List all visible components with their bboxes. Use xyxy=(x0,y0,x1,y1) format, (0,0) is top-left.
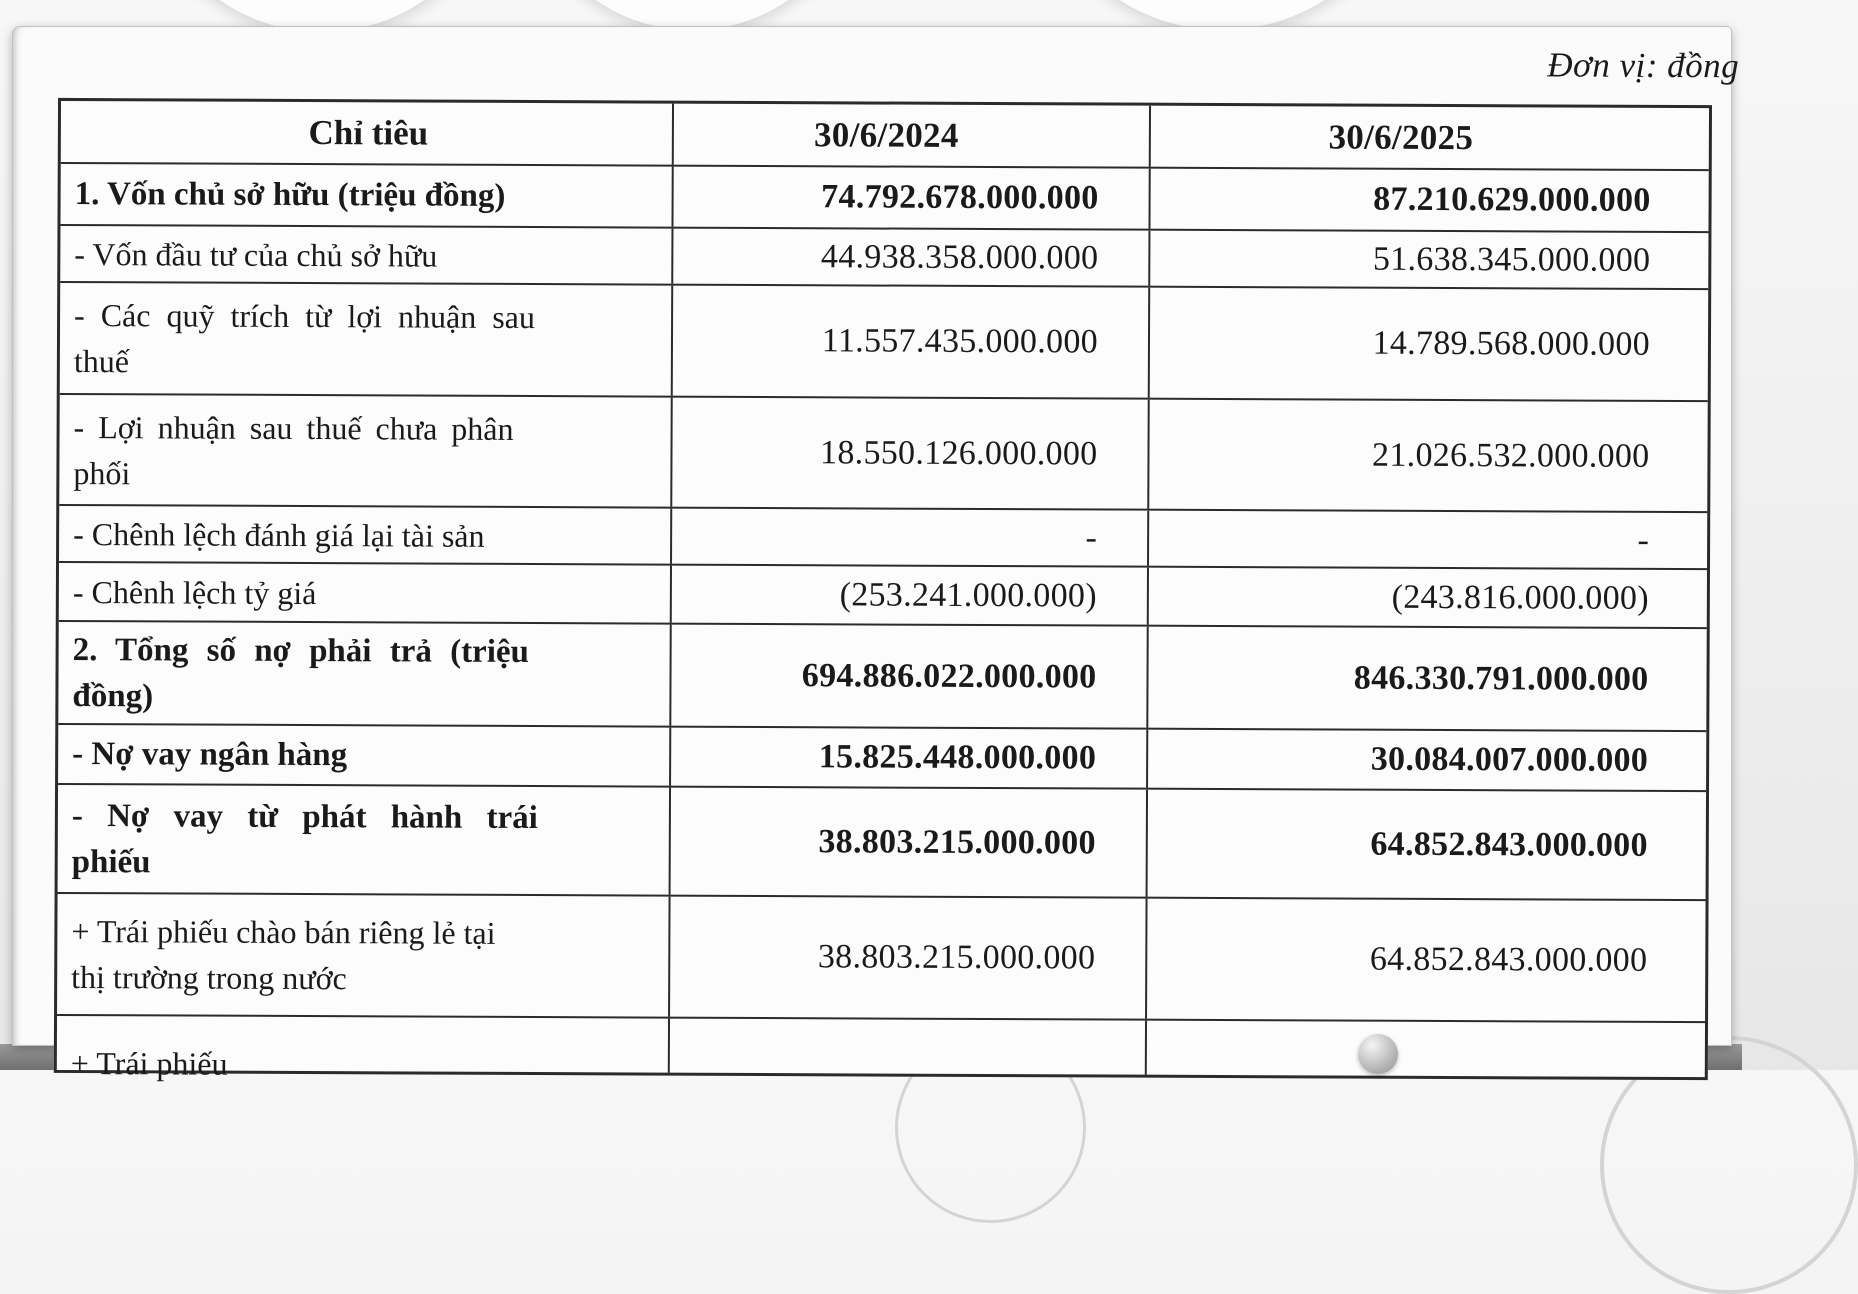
table-row xyxy=(59,393,1707,511)
table-row xyxy=(59,504,1707,568)
value-2024: 11.557.435.000.000 xyxy=(671,286,1148,398)
table-row xyxy=(57,892,1706,1021)
value-2025: 30.084.007.000.000 xyxy=(1146,730,1706,790)
unit-label: Đơn vị: đồng xyxy=(1547,45,1740,86)
value-2025 xyxy=(1145,1021,1705,1077)
table-header-row xyxy=(61,101,1709,169)
scanned-page xyxy=(12,26,1740,1082)
col-header-chi-tieu: Chỉ tiêu xyxy=(308,112,429,153)
col-header-30-6-2024: 30/6/2024 xyxy=(672,104,1149,167)
value-2025: (243.816.000.000) xyxy=(1147,568,1707,627)
row-label: 2. Tổng số nợ phải trả (triệu đồng) xyxy=(72,631,530,714)
row-label: - Các quỹ trích từ lợi nhuận sau thuế xyxy=(73,297,536,380)
table-row xyxy=(59,561,1707,627)
value-2024: 74.792.678.000.000 xyxy=(671,167,1148,229)
row-label: - Lợi nhuận sau thuế chưa phân phối xyxy=(73,408,514,491)
value-2025: 51.638.345.000.000 xyxy=(1148,231,1708,288)
table-row xyxy=(58,723,1706,790)
value-2025: 846.330.791.000.000 xyxy=(1146,627,1706,730)
value-2025: 21.026.532.000.000 xyxy=(1147,400,1707,511)
row-label: - Chênh lệch tỷ giá xyxy=(72,573,317,611)
scan-content xyxy=(9,27,1740,1082)
row-label: - Chênh lệch đánh giá lại tài sản xyxy=(73,515,485,554)
row-label: + Trái phiếu xyxy=(70,1044,228,1082)
value-2024: 38.803.215.000.000 xyxy=(669,788,1146,897)
value-2025: 87.210.629.000.000 xyxy=(1148,169,1708,231)
row-label: - Nợ vay ngân hàng xyxy=(72,736,348,774)
value-2024: - xyxy=(670,509,1147,566)
value-2025: 64.852.843.000.000 xyxy=(1146,790,1706,899)
value-2025: 14.789.568.000.000 xyxy=(1148,288,1708,400)
table-row xyxy=(58,783,1706,899)
row-label: - Nợ vay từ phát hành trái phiếu xyxy=(71,797,538,880)
value-2024: 18.550.126.000.000 xyxy=(670,398,1147,509)
value-2024: (253.241.000.000) xyxy=(670,566,1147,625)
decorative-sphere xyxy=(1358,1034,1398,1074)
value-2024 xyxy=(668,1019,1145,1075)
table-row xyxy=(60,162,1708,231)
row-label: 1. Vốn chủ sở hữu (triệu đồng) xyxy=(74,176,506,214)
financial-table xyxy=(54,98,1712,1080)
value-2025: - xyxy=(1147,511,1707,568)
table-row xyxy=(60,281,1708,400)
value-2024: 694.886.022.000.000 xyxy=(669,625,1146,728)
table-row xyxy=(58,620,1706,730)
row-label: - Vốn đầu tư của chủ sở hữu xyxy=(74,235,438,274)
row-label: + Trái phiếu chào bán riêng lẻ tại thị trường trong nước xyxy=(71,913,496,997)
table-row xyxy=(60,224,1708,288)
table-row-partial xyxy=(57,1014,1705,1082)
value-2024: 15.825.448.000.000 xyxy=(669,728,1146,788)
col-header-30-6-2025: 30/6/2025 xyxy=(1149,106,1709,169)
value-2024: 38.803.215.000.000 xyxy=(668,897,1146,1019)
value-2024: 44.938.358.000.000 xyxy=(671,229,1148,286)
value-2025: 64.852.843.000.000 xyxy=(1145,899,1706,1021)
